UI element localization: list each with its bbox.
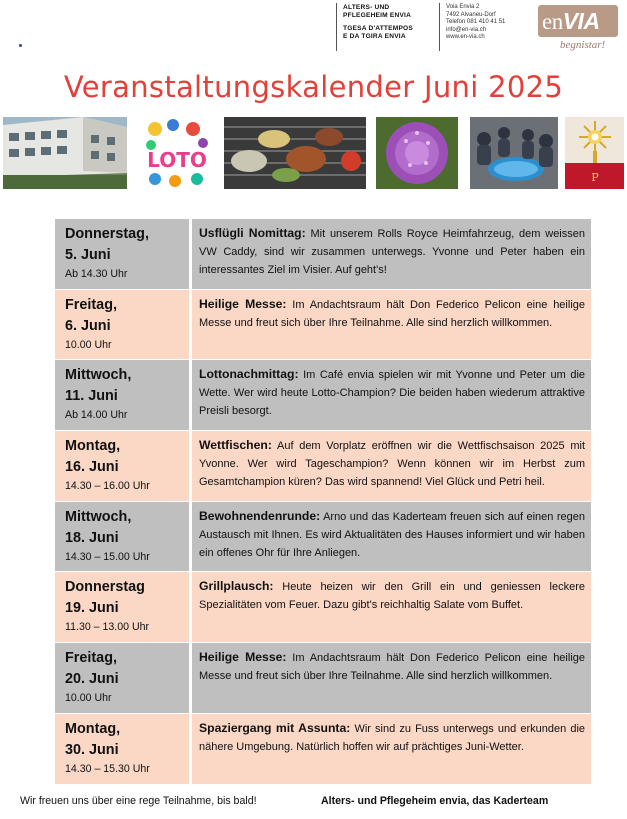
event-heading: Spaziergang mit Assunta: <box>199 720 351 735</box>
address-email[interactable]: info@en-via.ch <box>446 26 487 33</box>
lotto-photo <box>141 117 213 189</box>
event-date: 5. Juni <box>65 247 111 263</box>
event-text: Heute heizen wir den Grill ein und geniessen leckere Spezialitäten vom Feuer. Dazu gibt's reichhaltig Salate vom Buffet. <box>199 581 585 612</box>
logo-tagline: begnistar! <box>560 39 606 51</box>
event-description <box>199 648 585 685</box>
event-text: Arno und das Kaderteam freuen sich auf einen regen Austausch mit Ihnen. Es wird Aktualitäten des Hauses informiert und wir haben ein offenes Ohr für Ihre Anliegen. <box>199 510 585 559</box>
address-street: Voia Envia 2 <box>446 4 480 10</box>
event-description <box>199 436 585 491</box>
monstrance-altar-photo <box>565 117 624 189</box>
event-heading: Heilige Messe: <box>199 650 287 665</box>
event-date: 11. Juni <box>65 388 118 405</box>
event-description-cell <box>192 431 591 501</box>
event-time: 11.30 – 13.00 Uhr <box>65 621 150 634</box>
address-city: 7492 Alvaneu-Dorf <box>446 11 496 18</box>
event-date: 30. Juni <box>65 741 119 758</box>
logo-wordmark: enVIA <box>542 8 600 34</box>
event-row <box>55 290 591 361</box>
event-time: 10.00 Uhr <box>65 338 112 351</box>
event-date-cell <box>55 431 189 501</box>
event-row <box>55 219 591 290</box>
footer-greeting: Wir freuen uns über eine rege Teilnahme, bis bald! <box>20 795 257 807</box>
event-time: 14.30 – 16.00 Uhr <box>65 480 150 493</box>
event-time: 14.30 – 15.00 Uhr <box>65 550 150 563</box>
event-text: Im Andachtsraum hält Don Federico Pelicon eine heilige Messe und freut sich über Ihre Teilnahme. Alle sind herzlich willkommen. <box>199 652 585 683</box>
allium-flower-photo <box>376 117 458 189</box>
event-date-cell <box>55 290 189 360</box>
event-text: Im Andachtsraum hält Don Federico Pelicon eine heilige Messe und freut sich über Ihre Teilnahme. Alle sind herzlich willkommen. <box>199 298 585 329</box>
org-name-rm-line2: E DA TGIRA ENVIA <box>343 32 406 40</box>
event-row <box>55 502 591 573</box>
event-description-cell <box>192 219 591 289</box>
event-row <box>55 643 591 714</box>
event-schedule-table <box>55 219 591 785</box>
event-description-cell <box>192 714 591 784</box>
envia-logo <box>538 3 622 55</box>
event-weekday: Mittwoch, <box>65 508 132 525</box>
event-weekday: Freitag, <box>65 650 117 667</box>
org-name-de-line2: PFLEGEHEIM ENVIA <box>343 11 412 19</box>
event-date: 20. Juni <box>65 671 119 688</box>
event-heading: Bewohnendenrunde: <box>199 508 321 523</box>
event-date-cell <box>55 360 189 430</box>
event-text: Mit unserem Rolls Royce Heimfahrzeug, dem weissen VW Caddy, sind wir zusammen unterwegs. Yvonne und Peter haben ein interessantes Ziel im Visier. Auf geht's! <box>199 228 585 276</box>
event-weekday: Mittwoch, <box>65 367 132 384</box>
svg-text:P: P <box>591 171 599 184</box>
event-description <box>199 295 585 332</box>
event-description-cell <box>192 643 591 713</box>
event-time: Ab 14.30 Uhr <box>65 268 128 280</box>
event-date: 16. Juni <box>65 459 119 476</box>
footer-signature: Alters- und Pflegeheim envia, das Kaderteam <box>321 795 549 807</box>
building-photo <box>3 117 127 189</box>
org-name-de-line1: ALTERS- UND <box>343 4 390 11</box>
event-row <box>55 572 591 643</box>
address-website[interactable]: www.en-via.ch <box>446 34 485 40</box>
page-title: Veranstaltungskalender Juni 2025 <box>63 70 564 104</box>
event-row <box>55 431 591 502</box>
event-description <box>199 224 585 279</box>
event-heading: Heilige Messe: <box>199 296 287 311</box>
event-row <box>55 714 591 785</box>
event-text: Wir sind zu Fuss unterwegs und erkunden die nähere Umgebung. Natürlich hoffen wir auf prächtiges Juni-Wetter. <box>199 722 586 753</box>
svg-text:LOTO: LOTO <box>147 148 207 172</box>
decorative-dot <box>19 44 22 47</box>
event-description-cell <box>192 360 591 430</box>
event-heading: Wettfischen: <box>199 438 272 453</box>
header-divider <box>439 3 440 51</box>
event-heading: Grillplausch: <box>199 579 274 594</box>
event-description <box>199 365 585 420</box>
grill-photo <box>224 117 366 189</box>
event-weekday: Montag, <box>65 720 121 737</box>
event-date-cell <box>55 714 189 784</box>
event-date-cell <box>55 643 189 713</box>
event-date: 19. Juni <box>65 600 119 617</box>
event-description <box>199 719 585 756</box>
fishing-pool-photo <box>470 117 558 189</box>
event-date-cell <box>55 219 189 289</box>
event-row <box>55 360 591 431</box>
organization-name <box>343 4 413 40</box>
event-description <box>199 507 585 562</box>
event-heading: Lottonachmittag: <box>199 367 299 382</box>
event-time: Ab 14.00 Uhr <box>65 409 128 422</box>
org-name-rm-line1: TGESA D'ATTEMPOS <box>343 25 413 33</box>
event-date-cell <box>55 572 189 642</box>
event-date: 6. Juni <box>65 317 111 334</box>
event-description-cell <box>192 572 591 642</box>
event-time: 10.00 Uhr <box>65 692 112 705</box>
address-phone: Telefon 081 410 41 51 <box>446 19 506 25</box>
contact-address <box>446 4 505 42</box>
header-divider <box>336 3 337 51</box>
event-time: 14.30 – 15.30 Uhr <box>65 762 150 775</box>
event-date-cell <box>55 502 189 572</box>
event-description-cell <box>192 502 591 572</box>
event-date: 18. Juni <box>65 529 119 546</box>
event-text: Auf dem Vorplatz eröffnen wir die Wettfischsaison 2025 mit Yvonne. Wer wird Tageschampion? Wenn können wir im Herbst zum Gesamtchampion küren? Das wird spannend! Viel Glück und Petri heil. <box>199 440 586 489</box>
event-description <box>199 577 585 614</box>
event-weekday: Donnerstag <box>65 579 145 596</box>
event-description-cell <box>192 290 591 360</box>
event-text: Im Café envia spielen wir mit Yvonne und Peter um die Wette. Wer wird heute Lotto-Champion? Die beiden haben wiederum attraktive Preisli besorgt. <box>199 369 586 418</box>
event-weekday: Freitag, <box>65 296 117 313</box>
event-heading: Usflügli Nomittag: <box>199 226 306 240</box>
event-weekday: Donnerstag, <box>65 226 149 242</box>
event-weekday: Montag, <box>65 438 121 455</box>
